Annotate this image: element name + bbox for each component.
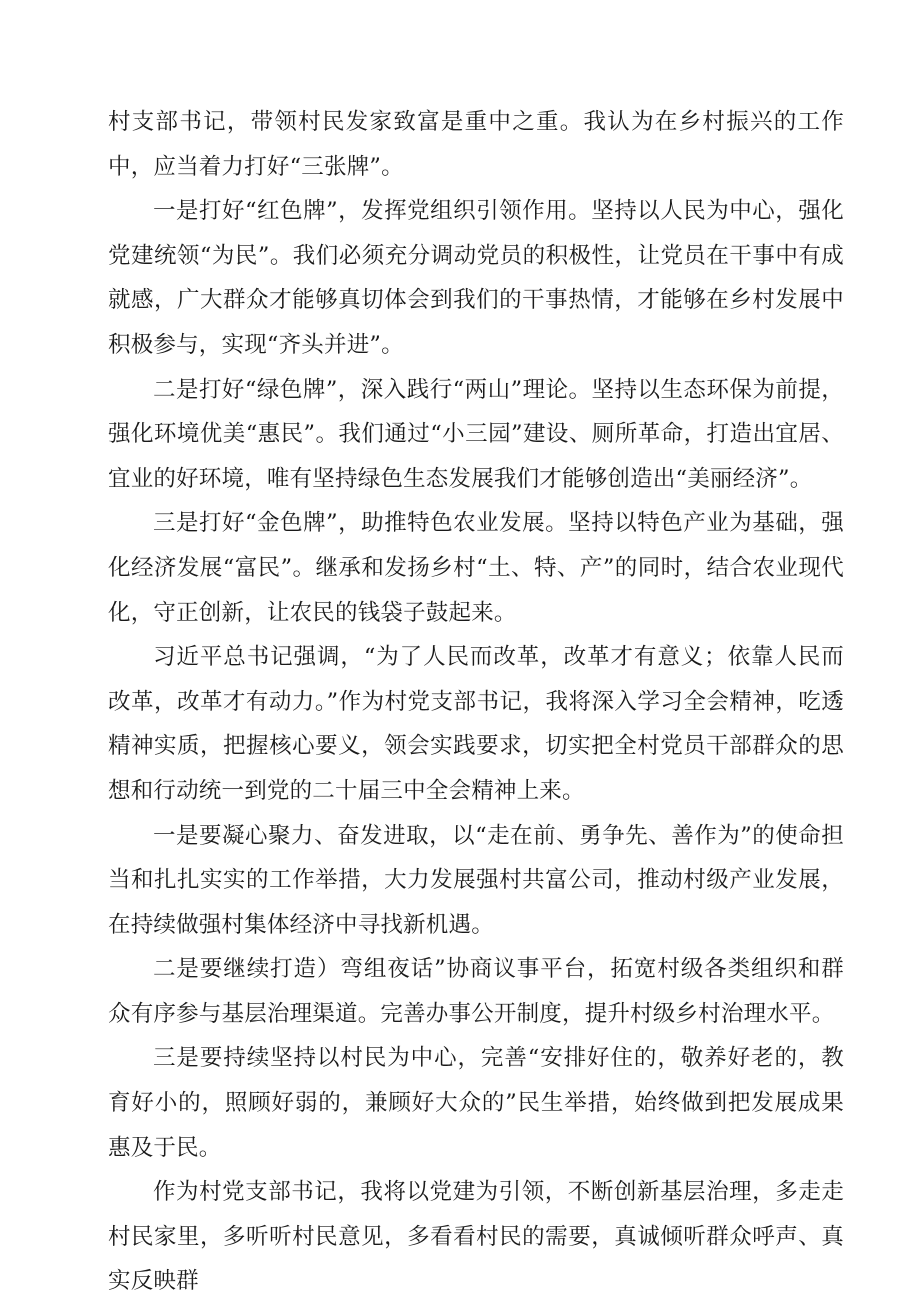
paragraph: 二是打好“绿色牌”，深入践行“两山”理论。坚持以生态环保为前提，强化环境优美“惠民”。我们通过“小三园”建设、厕所革命，打造出宜居、宜业的好环境，唯有坚持绿色生态发展我们才能够创造出“美丽经济”。 — [108, 376, 844, 492]
paragraph: 一是打好“红色牌”，发挥党组织引领作用。坚持以人民为中心，强化党建统领“为民”。我们必须充分调动党员的积极性，让党员在干事中有成就感，广大群众才能够真切体会到我们的干事热情，才能够在乡村发展中积极参与，实现“齐头并进”。 — [108, 198, 844, 358]
paragraph: 三是打好“金色牌”，助推特色农业发展。坚持以特色产业为基础，强化经济发展“富民”。继承和发扬乡村“土、特、产”的同时，结合农业现代化，守正创新，让农民的钱袋子鼓起来。 — [108, 510, 844, 626]
paragraph: 三是要持续坚持以村民为中心，完善“安排好住的，敬养好老的，教育好小的，照顾好弱的，兼顾好大众的”民生举措，始终做到把发展成果惠及于民。 — [108, 1045, 844, 1161]
paragraph: 一是要凝心聚力、奋发进取，以“走在前、勇争先、善作为”的使命担当和扎扎实实的工作举措，大力发展强村共富公司，推动村级产业发展，在持续做强村集体经济中寻找新机遇。 — [108, 822, 844, 938]
paragraph: 二是要继续打造）弯组夜话”协商议事平台，拓宽村级各类组织和群众有序参与基层治理渠道。完善办事公开制度，提升村级乡村治理水平。 — [108, 956, 844, 1027]
document-body — [108, 100, 844, 1304]
paragraph: 村支部书记，带领村民发家致富是重中之重。我认为在乡村振兴的工作中，应当着力打好“三张牌”。 — [108, 109, 844, 180]
paragraph: 作为村党支部书记，我将以党建为引领，不断创新基层治理，多走走村民家里，多听听村民意见，多看看村民的需要，真诚倾听群众呼声、真实反映群 — [108, 1179, 844, 1295]
paragraph: 习近平总书记强调，“为了人民而改革，改革才有意义；依靠人民而改革，改革才有动力。”作为村党支部书记，我将深入学习全会精神，吃透精神实质，把握核心要义，领会实践要求，切实把全村党员干部群众的思想和行动统一到党的二十届三中全会精神上来。 — [108, 644, 844, 804]
